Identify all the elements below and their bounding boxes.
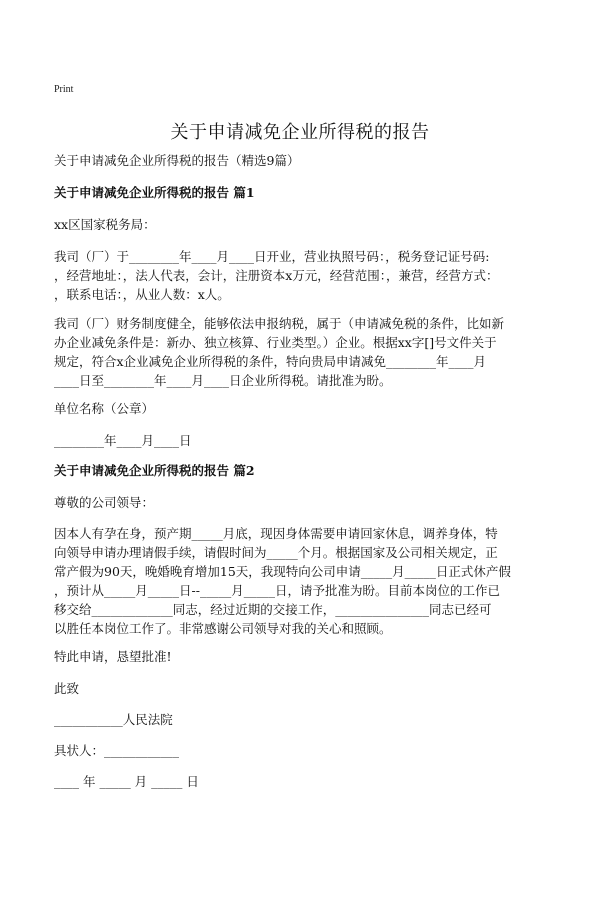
section1-date-line: ________年____月____日 — [54, 433, 192, 448]
section1-paragraph1-line3: ，联系电话：，从业人数：x人。 — [54, 287, 230, 302]
section1-paragraph2-line3: 规定，符合x企业减免企业所得税的条件，特向贵局申请减免________年____月 — [54, 354, 487, 369]
section1-paragraph1-line1: 我司（厂）于________年____月____日开业，营业执照号码：，税务登记证号码: — [54, 249, 490, 264]
section2-greeting: 尊敬的公司领导： — [54, 495, 155, 510]
section1-paragraph2-line2: 办企业减免条件是：新办、独立核算、行业类型。）企业。根据xx字[]号文件关于 — [54, 335, 497, 350]
section2-request: 特此申请，恳望批准! — [54, 649, 172, 664]
section2-body-line3: 常产假为90天，晚婚晚育增加15天，我现特向公司申请_____月_____日正式休产假 — [54, 564, 511, 579]
section1-paragraph1-line2: ，经营地址：，法人代表，会计，注册资本x万元，经营范围：，兼营，经营方式： — [54, 268, 499, 283]
document-subtitle: 关于申请减免企业所得税的报告（精选9篇） — [54, 153, 300, 168]
section1-recipient: xx区国家税务局： — [54, 217, 156, 232]
section2-court: ___________人民法院 — [54, 712, 173, 727]
print-label: Print — [54, 84, 74, 95]
section2-closing: 此致 — [54, 681, 80, 696]
document-title: 关于申请减免企业所得税的报告 — [170, 122, 430, 143]
section2-signer: 具状人：____________ — [54, 743, 180, 758]
section2-body-line6: 以胜任本岗位工作了。非常感谢公司领导对我的关心和照顾。 — [54, 621, 392, 636]
section1-paragraph2-line4: ____日至________年____月____日企业所得税。请批准为盼。 — [54, 373, 392, 388]
section1-heading: 关于申请减免企业所得税的报告 篇1 — [54, 185, 255, 200]
section2-body-line1: 因本人有孕在身，预产期_____月底，现因身体需要申请回家休息，调养身体，特 — [54, 526, 498, 541]
section2-body-line5: 移交给_____________同志，经过近期的交接工作，_______________同志已经可 — [54, 602, 492, 617]
section1-unit-name: 单位名称（公章） — [54, 401, 155, 416]
section2-date-line: ____ 年 _____ 月 _____ 日 — [54, 774, 199, 789]
section2-body-line2: 向领导申请办理请假手续，请假时间为_____个月。根据国家及公司相关规定，正 — [54, 545, 498, 560]
section1-paragraph2-line1: 我司（厂）财务制度健全，能够依法申报纳税，属于（申请减免税的条件，比如新 — [54, 316, 505, 331]
section2-heading: 关于申请减免企业所得税的报告 篇2 — [54, 463, 255, 478]
section2-body-line4: ，预计从_____月_____日--_____月_____日，请予批准为盼。目前本岗位的工作已 — [54, 583, 500, 598]
